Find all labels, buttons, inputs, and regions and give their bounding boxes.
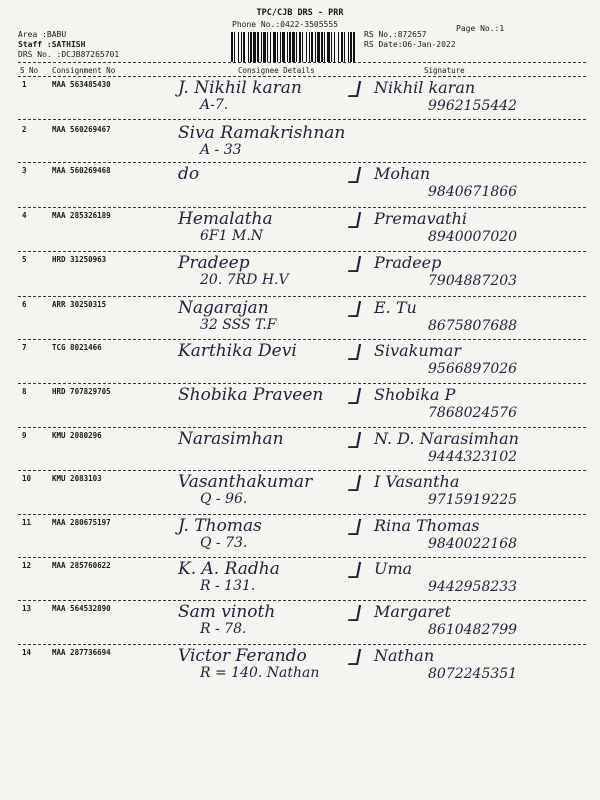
receiver-phone: 9962155442 bbox=[428, 98, 518, 114]
table-row bbox=[0, 561, 600, 598]
barcode-bar bbox=[277, 32, 278, 62]
delivered-mark: ⅃ bbox=[348, 164, 361, 189]
barcode-bar bbox=[348, 32, 349, 62]
consignee-name: K. A. Radha bbox=[178, 559, 280, 579]
receiver-phone: 8072245351 bbox=[428, 666, 518, 682]
receiver-signature: Nikhil karan bbox=[374, 78, 476, 97]
table-row bbox=[0, 604, 600, 642]
receiver-phone: 7904887203 bbox=[428, 273, 518, 289]
row-sno: 5 bbox=[22, 255, 27, 264]
consignee-name: Hemalatha bbox=[178, 209, 273, 229]
barcode-bar bbox=[289, 32, 291, 62]
receiver-signature: N. D. Narasimhan bbox=[374, 429, 519, 448]
barcode-bar bbox=[263, 32, 266, 62]
row-consignment-no: ARR 30250315 bbox=[52, 300, 107, 309]
row-consignment-no: MAA 280675197 bbox=[52, 518, 111, 527]
row-consignment-no: HRD 31250963 bbox=[52, 255, 107, 264]
table-row bbox=[0, 211, 600, 249]
receiver-phone: 8610482799 bbox=[428, 622, 518, 638]
barcode-bar bbox=[338, 32, 339, 62]
table-row bbox=[0, 431, 600, 468]
receiver-phone: 9566897026 bbox=[428, 361, 518, 377]
row-sno: 6 bbox=[22, 300, 27, 309]
row-sno: 8 bbox=[22, 387, 27, 396]
delivered-mark: ⅃ bbox=[348, 602, 361, 627]
receiver-signature: Rina Thomas bbox=[374, 516, 480, 535]
delivered-mark: ⅃ bbox=[348, 341, 361, 366]
row-consignment-no: MAA 564532890 bbox=[52, 604, 111, 613]
row-sno: 13 bbox=[22, 604, 32, 613]
row-divider bbox=[18, 251, 586, 252]
table-row bbox=[0, 166, 600, 205]
sheet-title: TPC/CJB DRS - PRR bbox=[256, 8, 344, 18]
row-consignment-no: TCG 8021466 bbox=[52, 343, 102, 352]
row-sno: 10 bbox=[22, 474, 32, 483]
barcode-bar bbox=[243, 32, 245, 62]
consignee-detail: 32 SSS T.F bbox=[200, 317, 277, 333]
column-header-signature: Signature bbox=[424, 66, 465, 75]
barcode-bar bbox=[248, 32, 249, 62]
delivered-mark: ⅃ bbox=[348, 209, 361, 234]
row-consignment-no: KMU 2080296 bbox=[52, 431, 102, 440]
barcode-bar bbox=[324, 32, 325, 62]
row-divider bbox=[18, 383, 586, 384]
barcode-bar bbox=[238, 32, 239, 62]
rs-date: RS Date:06-Jan-2022 bbox=[364, 40, 456, 49]
barcode-bar bbox=[257, 32, 259, 62]
delivered-mark: ⅃ bbox=[348, 646, 361, 671]
delivered-mark: ⅃ bbox=[348, 253, 361, 278]
barcode-bar bbox=[231, 32, 233, 62]
consignee-name: J. Nikhil karan bbox=[178, 78, 302, 98]
receiver-phone: 9840022168 bbox=[428, 536, 518, 552]
table-row bbox=[0, 648, 600, 700]
table-row bbox=[0, 387, 600, 425]
barcode-bar bbox=[287, 32, 288, 62]
row-sno: 4 bbox=[22, 211, 27, 220]
barcode-bar bbox=[331, 32, 332, 62]
barcode-bar bbox=[321, 32, 323, 62]
receiver-phone: 8940007020 bbox=[428, 229, 518, 245]
barcode-bar bbox=[344, 32, 345, 62]
row-divider bbox=[18, 470, 586, 471]
row-sno: 3 bbox=[22, 166, 27, 175]
rs-number: RS No.:872657 bbox=[364, 30, 427, 39]
row-divider bbox=[18, 600, 586, 601]
consignee-name: do bbox=[178, 164, 200, 184]
row-divider bbox=[18, 162, 586, 163]
row-sno: 9 bbox=[22, 431, 27, 440]
receiver-signature: Shobika P bbox=[374, 385, 456, 404]
delivered-mark: ⅃ bbox=[348, 78, 361, 103]
delivered-mark: ⅃ bbox=[348, 429, 361, 454]
row-divider bbox=[18, 557, 586, 558]
consignee-detail: A - 33 bbox=[200, 142, 242, 158]
consignee-name: Siva Ramakrishnan bbox=[178, 123, 346, 143]
consignee-name: Narasimhan bbox=[178, 429, 284, 449]
row-divider bbox=[18, 207, 586, 208]
receiver-phone: 9840671866 bbox=[428, 184, 518, 200]
barcode-bar bbox=[341, 32, 343, 62]
consignee-detail: A-7. bbox=[200, 97, 229, 113]
consignee-name: Karthika Devi bbox=[178, 341, 297, 361]
consignee-detail: Q - 96. bbox=[200, 491, 248, 507]
barcode-bar bbox=[311, 32, 313, 62]
row-divider bbox=[18, 339, 586, 340]
consignee-name: J. Thomas bbox=[178, 516, 262, 536]
column-header-consignment: Consignment No bbox=[52, 66, 116, 75]
barcode-bar bbox=[270, 32, 271, 62]
delivered-mark: ⅃ bbox=[348, 559, 361, 584]
header-left bbox=[18, 30, 119, 60]
delivered-mark: ⅃ bbox=[348, 298, 361, 323]
row-sno: 14 bbox=[22, 648, 32, 657]
page-number: Page No.:1 bbox=[456, 24, 505, 33]
receiver-signature: Nathan bbox=[374, 646, 435, 665]
receiver-phone: 9442958233 bbox=[428, 579, 518, 595]
barcode-bar bbox=[327, 32, 330, 62]
receiver-signature: Mohan bbox=[374, 164, 431, 183]
consignee-name: Pradeep bbox=[178, 253, 250, 273]
row-consignment-no: HRD 707829705 bbox=[52, 387, 111, 396]
row-sno: 11 bbox=[22, 518, 32, 527]
drs-number: DRS No. :DCJB87265701 bbox=[18, 50, 120, 59]
delivered-mark: ⅃ bbox=[348, 472, 361, 497]
row-divider bbox=[18, 644, 586, 645]
receiver-phone: 9715919225 bbox=[428, 492, 518, 508]
consignee-name: Nagarajan bbox=[178, 298, 269, 318]
row-sno: 12 bbox=[22, 561, 32, 570]
barcode-bar bbox=[241, 32, 242, 62]
barcode-bar bbox=[282, 32, 285, 62]
column-header-divider bbox=[18, 76, 586, 77]
barcode-bar bbox=[306, 32, 307, 62]
consignee-detail: R = 140. Nathan bbox=[200, 665, 320, 681]
column-header-sno: S No bbox=[20, 66, 39, 75]
header-right bbox=[364, 30, 456, 50]
barcode-bar bbox=[234, 32, 235, 62]
barcode-bar bbox=[280, 32, 281, 62]
row-divider bbox=[18, 119, 586, 120]
barcode-bar bbox=[334, 32, 335, 62]
table-row bbox=[0, 300, 600, 337]
barcode-bar bbox=[261, 32, 262, 62]
barcode-icon bbox=[231, 32, 357, 62]
area-label: Area :BABU bbox=[18, 30, 67, 39]
consignee-detail: 6F1 M.N bbox=[200, 228, 264, 244]
table-row bbox=[0, 518, 600, 555]
barcode-bar bbox=[353, 32, 355, 62]
delivered-mark: ⅃ bbox=[348, 385, 361, 410]
barcode-bar bbox=[302, 32, 303, 62]
receiver-phone: 8675807688 bbox=[428, 318, 518, 334]
row-consignment-no: MAA 563485430 bbox=[52, 80, 111, 89]
consignee-detail: 20. 7RD H.V bbox=[200, 272, 289, 288]
consignee-detail: R - 131. bbox=[200, 578, 256, 594]
barcode-bar bbox=[315, 32, 316, 62]
row-consignment-no: MAA 560269467 bbox=[52, 125, 111, 134]
row-consignment-no: KMU 2083103 bbox=[52, 474, 102, 483]
row-divider bbox=[18, 296, 586, 297]
column-header-consignee: Consignee Details bbox=[238, 66, 315, 75]
receiver-signature: Uma bbox=[374, 559, 413, 578]
barcode-bar bbox=[350, 32, 352, 62]
barcode-bar bbox=[309, 32, 310, 62]
consignee-name: Victor Ferando bbox=[178, 646, 307, 666]
receiver-signature: E. Tu bbox=[374, 298, 417, 317]
receiver-phone: 7868024576 bbox=[428, 405, 518, 421]
consignee-detail: Q - 73. bbox=[200, 535, 248, 551]
receiver-signature: Premavathi bbox=[374, 209, 468, 228]
receiver-signature: Sivakumar bbox=[374, 341, 462, 360]
row-consignment-no: MAA 285760622 bbox=[52, 561, 111, 570]
consignee-detail: R - 78. bbox=[200, 621, 247, 637]
barcode-bar bbox=[317, 32, 320, 62]
receiver-signature: Pradeep bbox=[374, 253, 442, 272]
barcode-bar bbox=[273, 32, 276, 62]
row-sno: 2 bbox=[22, 125, 27, 134]
header-divider bbox=[18, 62, 586, 63]
table-row bbox=[0, 255, 600, 294]
receiver-signature: I Vasantha bbox=[374, 472, 460, 491]
table-row bbox=[0, 80, 600, 117]
receiver-phone: 9444323102 bbox=[428, 449, 518, 465]
row-divider bbox=[18, 427, 586, 428]
table-row bbox=[0, 474, 600, 512]
table-row bbox=[0, 125, 600, 160]
barcode-bar bbox=[296, 32, 297, 62]
table-row bbox=[0, 343, 600, 381]
row-consignment-no: MAA 560269468 bbox=[52, 166, 111, 175]
row-divider bbox=[18, 514, 586, 515]
consignee-name: Vasanthakumar bbox=[178, 472, 313, 492]
barcode-bar bbox=[250, 32, 252, 62]
consignee-name: Shobika Praveen bbox=[178, 385, 324, 405]
staff-label: Staff :SATHISH bbox=[18, 40, 86, 49]
row-sno: 7 bbox=[22, 343, 27, 352]
office-phone: Phone No.:0422-3505555 bbox=[232, 20, 338, 29]
row-sno: 1 bbox=[22, 80, 27, 89]
row-consignment-no: MAA 285326189 bbox=[52, 211, 111, 220]
receiver-signature: Margaret bbox=[374, 602, 451, 621]
consignee-name: Sam vinoth bbox=[178, 602, 276, 622]
row-consignment-no: MAA 287736694 bbox=[52, 648, 111, 657]
barcode-bar bbox=[299, 32, 301, 62]
delivered-mark: ⅃ bbox=[348, 516, 361, 541]
barcode-bar bbox=[267, 32, 268, 62]
barcode-bar bbox=[292, 32, 295, 62]
barcode-bar bbox=[253, 32, 256, 62]
